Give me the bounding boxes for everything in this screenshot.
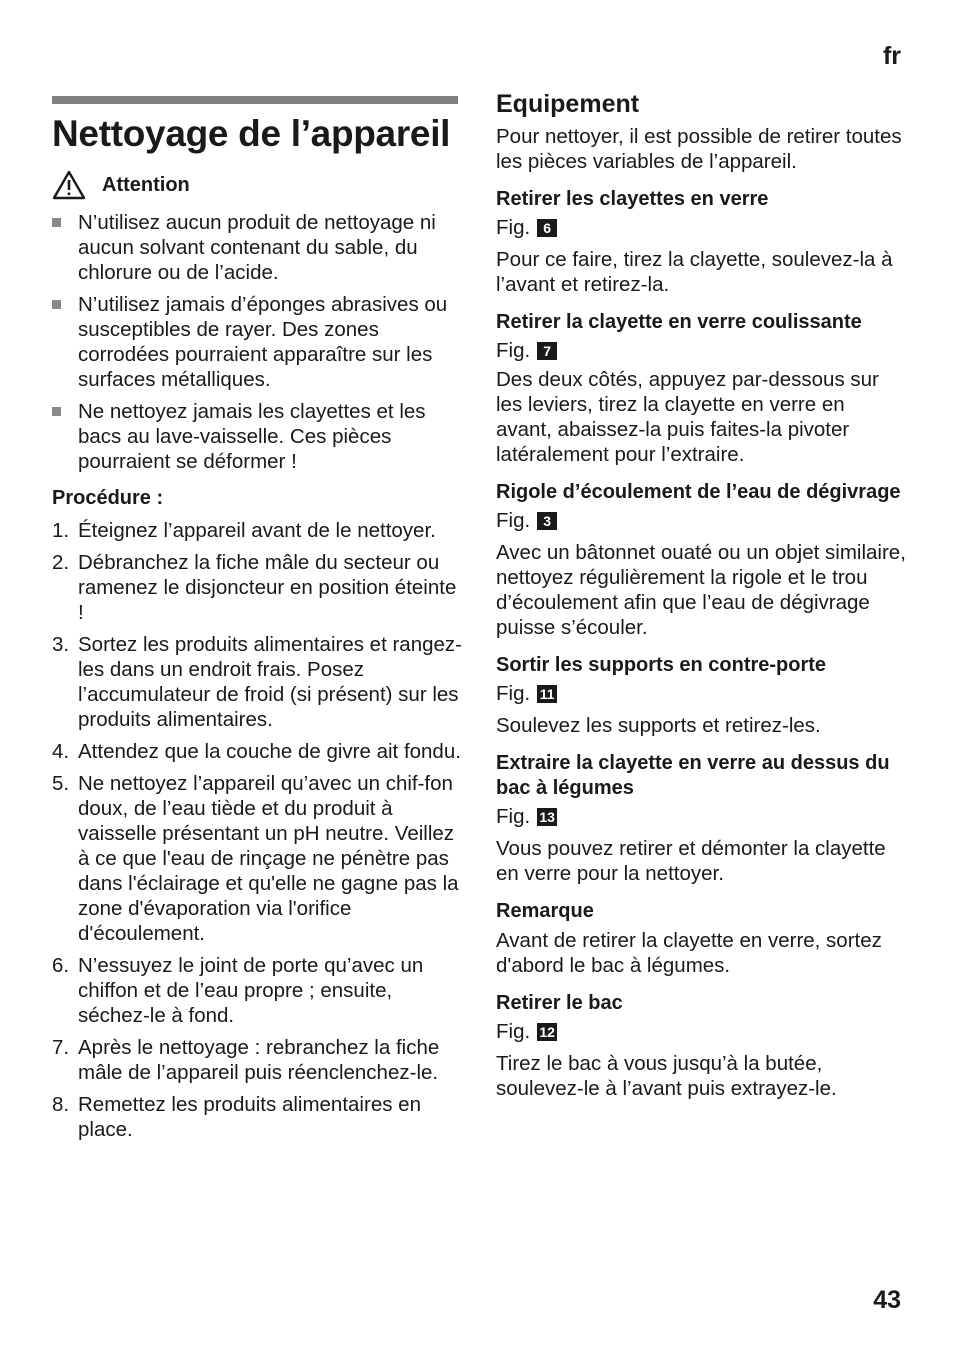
list-item: Ne nettoyez jamais les clayettes et les bacs au lave-vaisselle. Ces pièces pourraient se déformer ! xyxy=(52,399,462,474)
section-text: Soulevez les supports et retirez-les. xyxy=(496,714,821,737)
equipment-intro: Pour nettoyer, il est possible de retirer toutes les pièces variables de l’appareil. xyxy=(496,125,902,173)
list-item: N’utilisez jamais d’éponges abrasives ou susceptibles de rayer. Des zones corrodées pourraient apparaître sur les surfaces métalliques. xyxy=(52,292,462,392)
section-text: Vous pouvez retirer et démonter la clayette en verre pour la nettoyer. xyxy=(496,837,886,885)
figure-reference xyxy=(496,804,906,829)
figure-label: Fig. xyxy=(496,805,531,828)
step-text: Après le nettoyage : rebranchez la fiche mâle de l’appareil puis réenclenchez-le. xyxy=(78,1036,440,1084)
step-item xyxy=(52,1092,462,1142)
step-number: 4. xyxy=(52,740,70,763)
section-text: Tirez le bac à vous jusqu’à la butée, soulevez-le à l’avant puis extrayez-le. xyxy=(496,1052,837,1100)
step-item xyxy=(52,632,462,732)
section-heading-sliding-shelf: Retirer la clayette en verre coulissante xyxy=(496,311,862,333)
step-number: 2. xyxy=(52,551,70,574)
step-number: 8. xyxy=(52,1093,70,1116)
right-column xyxy=(496,88,906,1101)
section-text: Avec un bâtonnet ouaté ou un objet similaire, nettoyez régulièrement la rigole et le trou d’écoulement afin que l’eau de dégivrage puisse s’écouler. xyxy=(496,541,906,639)
step-text: Sortez les produits alimentaires et rangez-les dans un endroit frais. Posez l’accumulateur de froid (si présent) sur les produits alimentaires. xyxy=(78,633,462,731)
warning-list xyxy=(52,210,462,474)
figure-number-badge: 13 xyxy=(537,808,557,826)
list-item: N’utilisez aucun produit de nettoyage ni aucun solvant contenant du sable, du chlorure ou de l’acide. xyxy=(52,210,462,285)
section-heading-shelves: Retirer les clayettes en verre xyxy=(496,188,769,210)
step-text: Débranchez la fiche mâle du secteur ou ramenez le disjoncteur en position éteinte ! xyxy=(78,551,457,624)
language-label: fr xyxy=(882,42,901,70)
section-text: Des deux côtés, appuyez par-dessous sur les leviers, tirez la clayette en verre en avant, abaissez-la puis faites-la pivoter latéralement pour l’extraire. xyxy=(496,368,879,466)
figure-label: Fig. xyxy=(496,509,531,532)
figure-number-badge: 3 xyxy=(537,512,557,530)
section-text: Avant de retirer la clayette en verre, sortez d'abord le bac à légumes. xyxy=(496,929,882,977)
step-text: Ne nettoyez l’appareil qu’avec un chif-fon doux, de l’eau tiède et du produit à vaisselle présentant un pH neutre. Veillez à ce que l'eau de rinçage ne pénètre pas dans l'éclairage et qu'elle ne gagne pas la zone d'évaporation via l'orifice d'écoulement. xyxy=(78,772,459,945)
section-text: Pour ce faire, tirez la clayette, soulevez-la à l’avant et retirez-la. xyxy=(496,248,893,296)
figure-reference xyxy=(496,508,906,533)
step-item xyxy=(52,518,462,543)
step-number: 1. xyxy=(52,519,70,542)
page-number: 43 xyxy=(873,1286,901,1314)
figure-label: Fig. xyxy=(496,339,531,362)
figure-label: Fig. xyxy=(496,682,531,705)
section-heading-vegetable-shelf: Extraire la clayette en verre au dessus du bac à légumes xyxy=(496,752,890,799)
step-item xyxy=(52,739,462,764)
figure-number-badge: 11 xyxy=(537,685,557,703)
step-number: 6. xyxy=(52,954,70,977)
figure-reference xyxy=(496,681,906,706)
figure-number-badge: 6 xyxy=(537,219,557,237)
title-rule xyxy=(52,96,458,104)
step-text: Éteignez l’appareil avant de le nettoyer. xyxy=(78,519,436,542)
attention-notice xyxy=(52,170,462,200)
figure-reference xyxy=(496,215,906,240)
step-item xyxy=(52,771,462,946)
step-item xyxy=(52,1035,462,1085)
warning-icon xyxy=(52,170,86,200)
step-number: 7. xyxy=(52,1036,70,1059)
section-heading-drain-channel: Rigole d’écoulement de l’eau de dégivrage xyxy=(496,481,901,503)
section-heading-remove-bin: Retirer le bac xyxy=(496,992,623,1014)
procedure-steps xyxy=(52,518,462,1142)
figure-reference xyxy=(496,338,906,363)
page-title: Nettoyage de l’appareil xyxy=(52,113,451,154)
step-text: Remettez les produits alimentaires en place. xyxy=(78,1093,421,1141)
step-item xyxy=(52,550,462,625)
step-text: Attendez que la couche de givre ait fondu. xyxy=(78,740,461,763)
section-heading-note: Remarque xyxy=(496,900,594,922)
figure-label: Fig. xyxy=(496,216,531,239)
figure-reference xyxy=(496,1019,906,1044)
left-column xyxy=(52,112,462,1149)
equipment-heading: Equipement xyxy=(496,90,640,118)
figure-label: Fig. xyxy=(496,1020,531,1043)
section-heading-door-supports: Sortir les supports en contre-porte xyxy=(496,654,827,676)
attention-label: Attention xyxy=(102,173,190,196)
step-text: N’essuyez le joint de porte qu’avec un chiffon et de l’eau propre ; ensuite, séchez-le à fond. xyxy=(78,954,424,1027)
figure-number-badge: 7 xyxy=(537,342,557,360)
step-number: 3. xyxy=(52,633,70,656)
figure-number-badge: 12 xyxy=(537,1023,557,1041)
procedure-heading: Procédure : xyxy=(52,487,164,509)
step-number: 5. xyxy=(52,772,70,795)
step-item xyxy=(52,953,462,1028)
